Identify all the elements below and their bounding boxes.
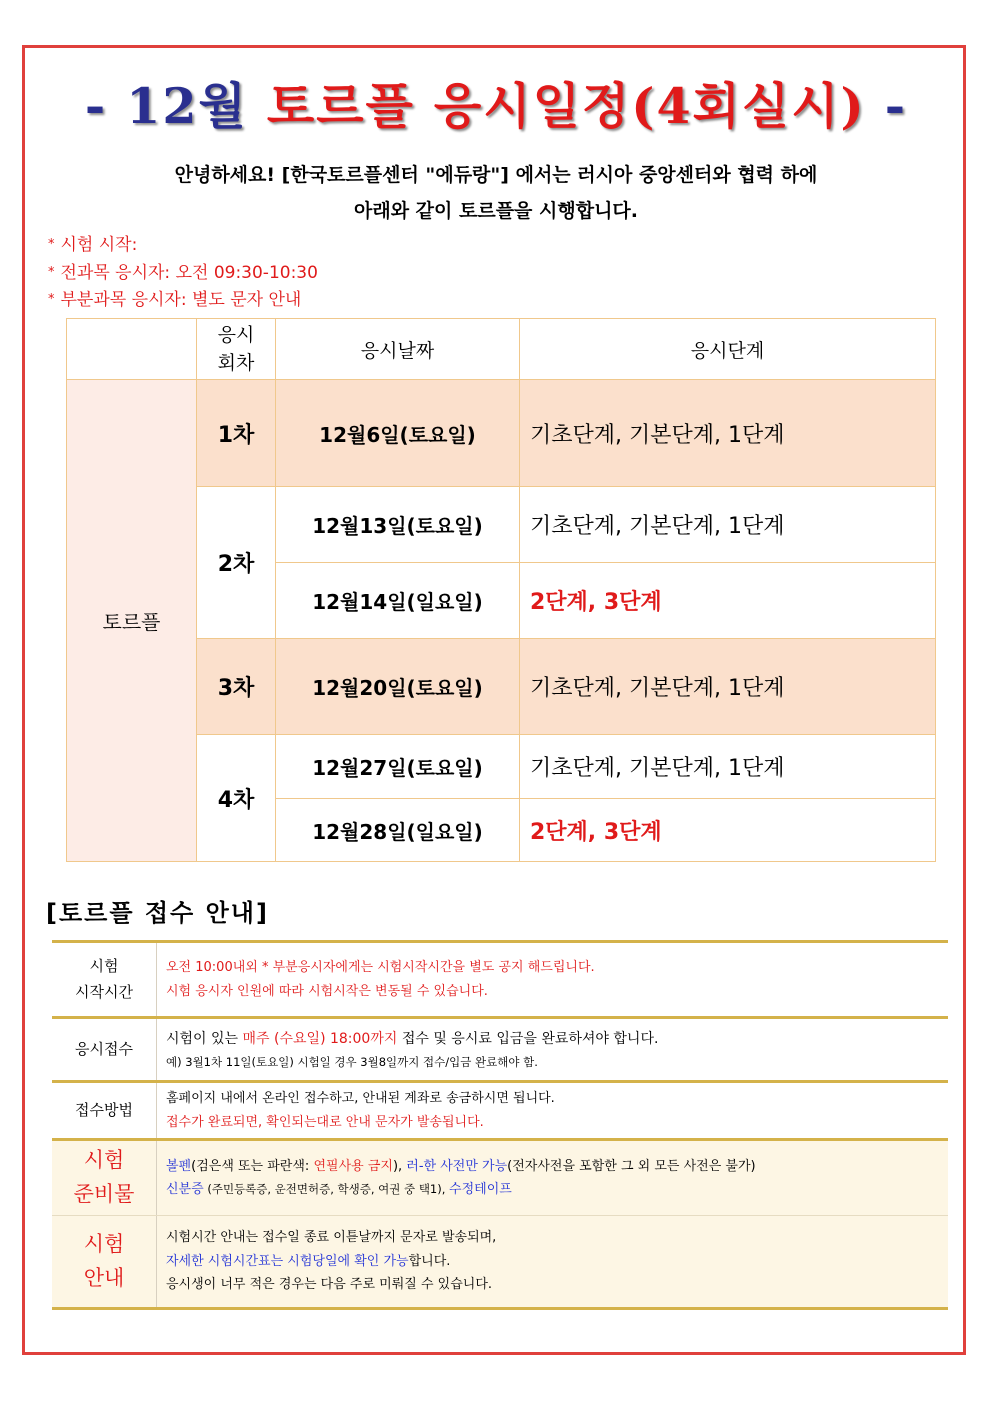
- prep-pen-color: (검은색 또는 파란색:: [191, 1158, 314, 1174]
- exam-name-cell: 토르플: [66, 379, 197, 862]
- start-time-line-1: 오전 10:00내외 * 부분응시자에게는 시험시작시간을 별도 공지 해드립니다.: [166, 960, 595, 976]
- title-main: 토르플 응시일정(4회실시): [266, 77, 866, 135]
- guide-line-2-a: 자세한 시험시간표는 시험당일에 확인 가능: [166, 1253, 409, 1269]
- apply-label: 응시접수: [52, 1019, 157, 1080]
- prep-id: 신분증: [166, 1182, 204, 1197]
- title-dash-left: -: [84, 77, 108, 135]
- label-line: 시험: [83, 1231, 125, 1256]
- preparation-text: [166, 1141, 942, 1215]
- schedule-table: [66, 318, 936, 862]
- apply-line-1-c: 접수 및 응시료 입금을 완료하셔야 합니다.: [397, 1030, 659, 1047]
- round-2-stage-1: 기초단계, 기본단계, 1단계: [519, 486, 936, 563]
- guide-text: [166, 1216, 942, 1307]
- prep-dictionary: 러-한 사전만 가능: [406, 1158, 508, 1174]
- header-date: 응시날짜: [275, 318, 520, 380]
- round-2-date-2: 12월14일(일요일): [275, 562, 520, 639]
- prep-paren: ): [750, 1158, 756, 1174]
- asterisk-icon: *: [48, 292, 55, 307]
- note-partial-subject: [48, 285, 301, 310]
- intro-line-1: 안녕하세요! [한국토르플센터 "에듀랑"] 에서는 러시아 중앙센터와 협력 하에: [174, 164, 818, 186]
- guide-line-3: 응시생이 너무 적은 경우는 다음 주로 미뤄질 수 있습니다.: [166, 1277, 493, 1293]
- note-text: 시험 시작:: [60, 235, 138, 255]
- header-round: [196, 318, 276, 380]
- round-4-stage-1: 기초단계, 기본단계, 1단계: [519, 734, 936, 799]
- start-time-label: [52, 943, 157, 1016]
- apply-line-1-a: 시험이 있는: [166, 1030, 243, 1047]
- title-month: 12월: [126, 77, 248, 135]
- label-line: 시험: [89, 957, 119, 975]
- round-4-date-2: 12월28일(일요일): [275, 798, 520, 862]
- label-line: 시작시간: [75, 982, 133, 1001]
- page-title: [30, 68, 962, 138]
- round-2-stage-2: 2단계, 3단계: [519, 562, 936, 639]
- asterisk-icon: *: [48, 265, 55, 280]
- apply-line-1: [166, 1027, 942, 1052]
- prep-correction-tape: 수정테이프: [449, 1182, 512, 1197]
- header-empty: [66, 318, 197, 380]
- method-text: [166, 1083, 942, 1138]
- row-apply: [52, 1019, 948, 1083]
- intro-line-2: 아래와 같이 토르플을 시행합니다.: [353, 200, 639, 222]
- prep-no-pencil: 연필사용 금지: [313, 1158, 393, 1174]
- apply-deadline: 매주 (수요일) 18:00까지: [242, 1030, 398, 1047]
- row-method: [52, 1083, 948, 1141]
- method-line-1: 홈페이지 내에서 온라인 접수하고, 안내된 계좌로 송금하시면 됩니다.: [166, 1091, 555, 1107]
- label-line: 안내: [83, 1265, 125, 1290]
- round-3-label: 3차: [196, 638, 276, 735]
- note-text: 전과목 응시자: 오전 09:30-10:30: [60, 263, 318, 283]
- round-1-label: 1차: [196, 379, 276, 487]
- round-3-date-1: 12월20일(토요일): [275, 638, 520, 735]
- method-line-2: 접수가 완료되면, 확인되는대로 안내 문자가 발송됩니다.: [166, 1114, 484, 1130]
- prep-no-other-dict: (전자사전을 포함한 그 외 모든 사전은 불가: [507, 1158, 751, 1174]
- preparation-line-2: [166, 1178, 942, 1201]
- preparation-line-1: [166, 1155, 942, 1178]
- registration-section-title: [토르플 접수 안내]: [46, 899, 269, 927]
- preparation-label: [52, 1141, 157, 1215]
- start-time-text: [166, 943, 942, 1016]
- header-round-line1: 응시: [217, 323, 255, 346]
- round-2-date-1: 12월13일(토요일): [275, 486, 520, 563]
- apply-text: [166, 1019, 942, 1080]
- guide-line-1: 시험시간 안내는 접수일 종료 이튿날까지 문자로 발송되며,: [166, 1230, 497, 1246]
- asterisk-icon: *: [48, 237, 55, 252]
- note-text: 부분과목 응시자: 별도 문자 안내: [60, 290, 302, 310]
- round-4-label: 4차: [196, 734, 276, 862]
- note-exam-start: [48, 230, 137, 255]
- start-time-line-2: 시험 응시자 인원에 따라 시험시작은 변동될 수 있습니다.: [166, 983, 488, 999]
- label-line: 시험: [83, 1148, 125, 1173]
- row-start-time: [52, 940, 948, 1019]
- guide-line-2-b: 합니다.: [408, 1253, 451, 1269]
- title-dash-right: -: [884, 77, 908, 135]
- round-4-date-1: 12월27일(토요일): [275, 734, 520, 799]
- row-guide: [52, 1216, 948, 1310]
- prep-pen: 볼펜: [166, 1158, 192, 1174]
- prep-sep: ),: [392, 1158, 407, 1174]
- guide-label: [52, 1216, 157, 1307]
- note-full-subject: [48, 258, 318, 283]
- apply-line-2: 예) 3월1차 11일(토요일) 시험일 경우 3월8일까지 접수/입금 완료해야 함.: [166, 1054, 538, 1069]
- round-3-stage-1: 기초단계, 기본단계, 1단계: [519, 638, 936, 735]
- round-4-stage-2: 2단계, 3단계: [519, 798, 936, 862]
- round-2-label: 2차: [196, 486, 276, 639]
- header-stage: 응시단계: [519, 318, 936, 380]
- guide-line-2: [166, 1250, 942, 1273]
- prep-id-types: (주민등록증, 운전면허증, 학생증, 여권 중 택1),: [203, 1182, 450, 1196]
- row-preparation: [52, 1141, 948, 1216]
- method-label: 접수방법: [52, 1083, 157, 1138]
- round-1-stage-1: 기초단계, 기본단계, 1단계: [519, 379, 936, 487]
- label-line: 준비물: [73, 1182, 135, 1206]
- round-1-date-1: 12월6일(토요일): [275, 379, 520, 487]
- header-round-line2: 회차: [217, 352, 255, 374]
